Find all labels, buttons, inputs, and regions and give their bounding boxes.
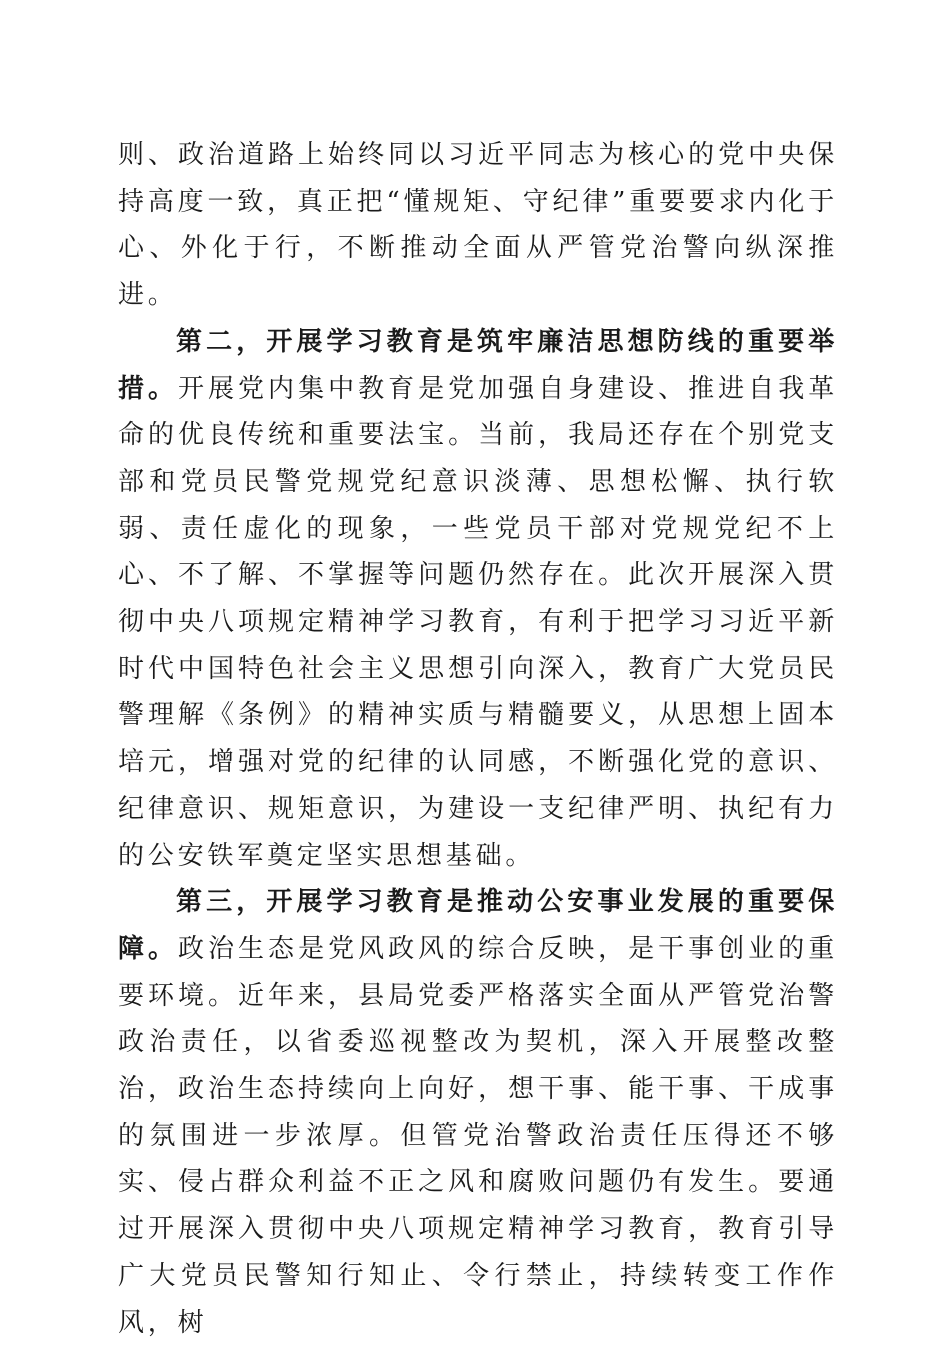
paragraph-heading: 第三，开展学习教育是推动公安事业发展的重要保障。 <box>118 887 838 964</box>
paragraph-continuation <box>118 132 838 319</box>
paragraph-heading: 第二，开展学习教育是筑牢廉洁思想防线的重要举措。 <box>118 326 838 404</box>
paragraph-second-point <box>118 319 838 879</box>
paragraph-text: 政治生态是党风政风的综合反映，是干事创业的重要环境。近年来，县局党委严格落实全面从严管党治警政治责任，以省委巡视整改为契机，深入开展整改整治，政治生态持续向上向好，想干事、能干事、干成事的氛围进一步浓厚。但管党治警政治责任压得还不够实、侵占群众利益不正之风和腐败问题仍有发生。要通过开展深入贯彻中央八项规定精神学习教育，教育引导广大党员民警知行知止、令行禁止，持续转变工作作风，树 <box>118 933 838 1338</box>
paragraph-text: 开展党内集中教育是党加强自身建设、推进自我革命的优良传统和重要法宝。当前，我局还存在个别党支部和党员民警党规党纪意识淡薄、思想松懈、执行软弱、责任虚化的现象，一些党员干部对党规党纪不上心、不了解、不掌握等问题仍然存在。此次开展深入贯彻中央八项规定精神学习教育，有利于把学习习近平新时代中国特色社会主义思想引向深入，教育广大党员民警理解《条例》的精神实质与精髓要义，从思想上固本培元，增强对党的纪律的认同感，不断强化党的意识、纪律意识、规矩意识，为建设一支纪律严明、执纪有力的公安铁军奠定坚实思想基础。 <box>118 373 838 871</box>
paragraph-text: 则、政治道路上始终同以习近平同志为核心的党中央保持高度一致，真正把“懂规矩、守纪律”重要要求内化于心、外化于行，不断推动全面从严管党治警向纵深推进。 <box>118 140 838 311</box>
document-body <box>118 132 838 1346</box>
paragraph-third-point <box>118 879 838 1346</box>
